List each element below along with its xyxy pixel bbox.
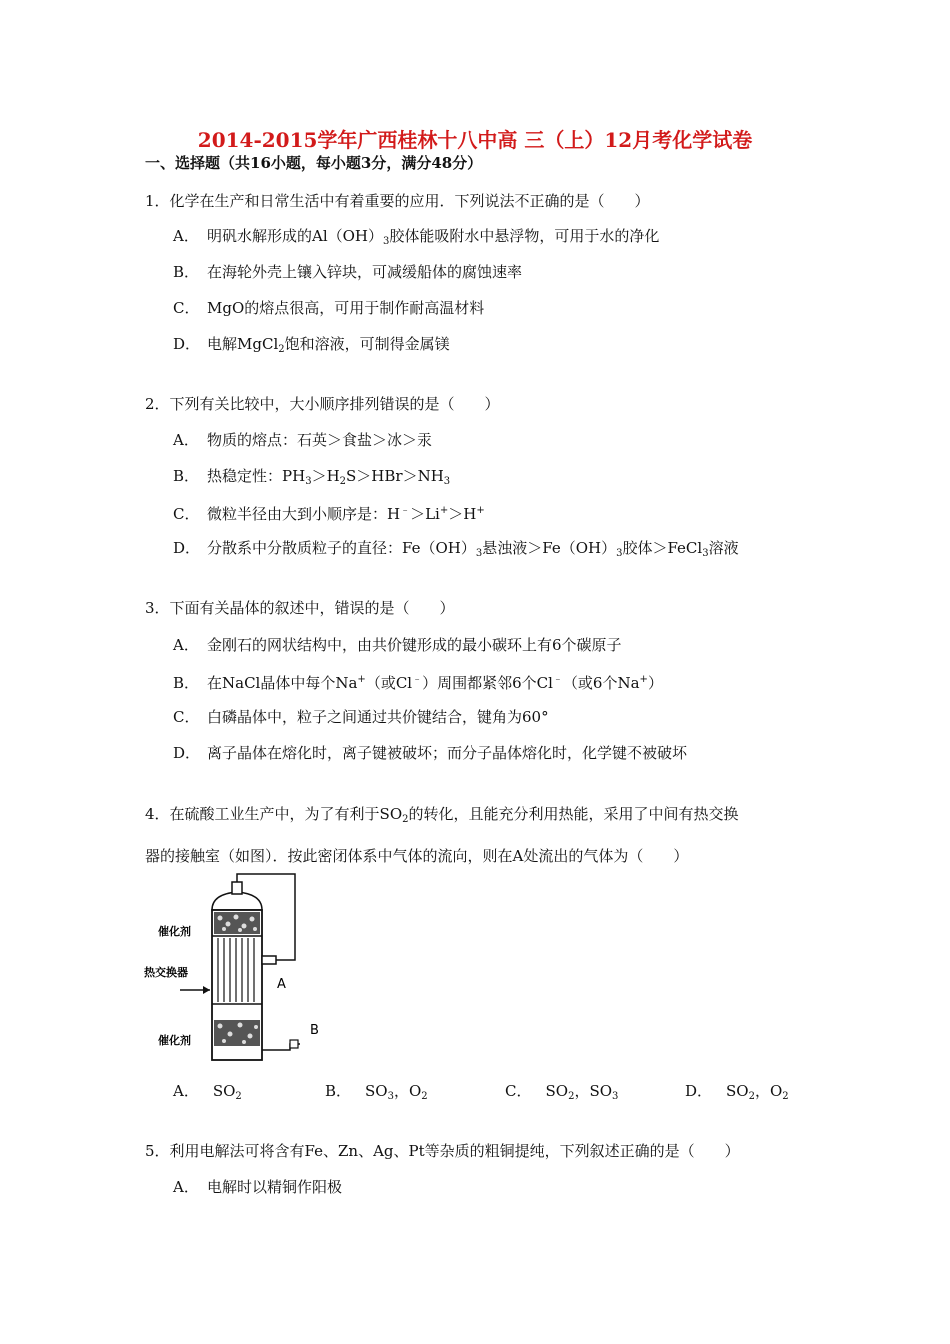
- question-4-option-a: A． $SO_2$: [173, 1082, 242, 1102]
- question-4-option-d: D． $SO_2$，$O_2$: [685, 1082, 789, 1102]
- outlet-a-nozzle: [262, 956, 276, 964]
- question-5-option-a: A． 电解时以精铜作阳极: [173, 1178, 343, 1196]
- question-1-option-c: C． MgO的熔点很高，可用于制作耐高温材料: [173, 299, 485, 317]
- question-3-option-c: C． 白磷晶体中，粒子之间通过共价键结合，键角为60°: [173, 708, 549, 726]
- question-2-option-d: D． 分散系中分散质粒子的直径：$Fe(OH)_3$悬浊液$>Fe(OH)_3$胶体＞FeCl$_3$溶液: [173, 539, 739, 559]
- question-2-option-a: A． 物质的熔点：石英＞食盐＞冰＞汞: [173, 431, 433, 449]
- question-2-stem: 2．下列有关比较中，大小顺序排列错误的是（ ）: [145, 395, 500, 413]
- question-4-stem-line-1: 4．在硫酸工业生产中，为了有利于$SO_2$的转化，且能充分利用热能，采用了中间有热交换: [145, 805, 739, 825]
- question-4-stem-line-2: 器的接触室（如图）．按此密闭体系中气体的流向，则在A处流出的气体为（ ）: [145, 847, 689, 865]
- question-3-option-b: B． 在NaCl晶体中每个Na+（或Cl﹣）周围都紧邻6个Cl﹣（或6个Na+）: [173, 674, 663, 692]
- question-1-option-b: B． 在海轮外壳上镶入锌块，可减缓船体的腐蚀速率: [173, 263, 523, 281]
- label-catalyst-bottom: 催化剂: [158, 1034, 191, 1047]
- label-a: A: [277, 977, 286, 992]
- exam-title: 2014-2015学年广西桂林十八中高 三（上）12月考化学试卷: [197, 128, 753, 152]
- question-4-option-b: B． $SO_3$，$O_2$: [325, 1082, 428, 1102]
- question-3-option-a: A． 金刚石的网状结构中，由共价键形成的最小碳环上有6个碳原子: [173, 636, 622, 654]
- contact-chamber-diagram: [140, 872, 340, 1072]
- question-1-option-d: D． 电解MgCl$_2$饱和溶液，可制得金属镁: [173, 335, 450, 355]
- question-4-option-c: C． $SO_2$，$SO_3$: [505, 1082, 619, 1102]
- question-2-option-b: B． 热稳定性：$PH_3>H_2S>HBr>NH_3$: [173, 467, 451, 487]
- question-3-option-d: D． 离子晶体在熔化时，离子键被破坏；而分子晶体熔化时，化学键不被破坏: [173, 744, 688, 762]
- question-5-stem: 5．利用电解法可将含有Fe、Zn、Ag、Pt等杂质的粗铜提纯，下列叙述正确的是（ ）: [145, 1142, 740, 1160]
- label-catalyst-top: 催化剂: [158, 925, 191, 938]
- question-1-stem: 1．化学在生产和日常生活中有着重要的应用．下列说法不正确的是（ ）: [145, 192, 650, 210]
- question-1-option-a: A． 明矾水解形成的$Al(OH)_3$胶体能吸附水中悬浮物，可用于水的净化: [173, 227, 660, 247]
- question-3-stem: 3．下面有关晶体的叙述中，错误的是（ ）: [145, 599, 455, 617]
- label-heat-exchanger: 热交换器: [144, 966, 188, 979]
- label-b: B: [310, 1023, 319, 1038]
- question-2-option-c: C． 微粒半径由大到小顺序是：H﹣＞Li+＞H+: [173, 505, 485, 523]
- top-nozzle: [232, 882, 242, 894]
- section-heading: 一、选择题（共16小题，每小题3分，满分48分）: [145, 154, 483, 172]
